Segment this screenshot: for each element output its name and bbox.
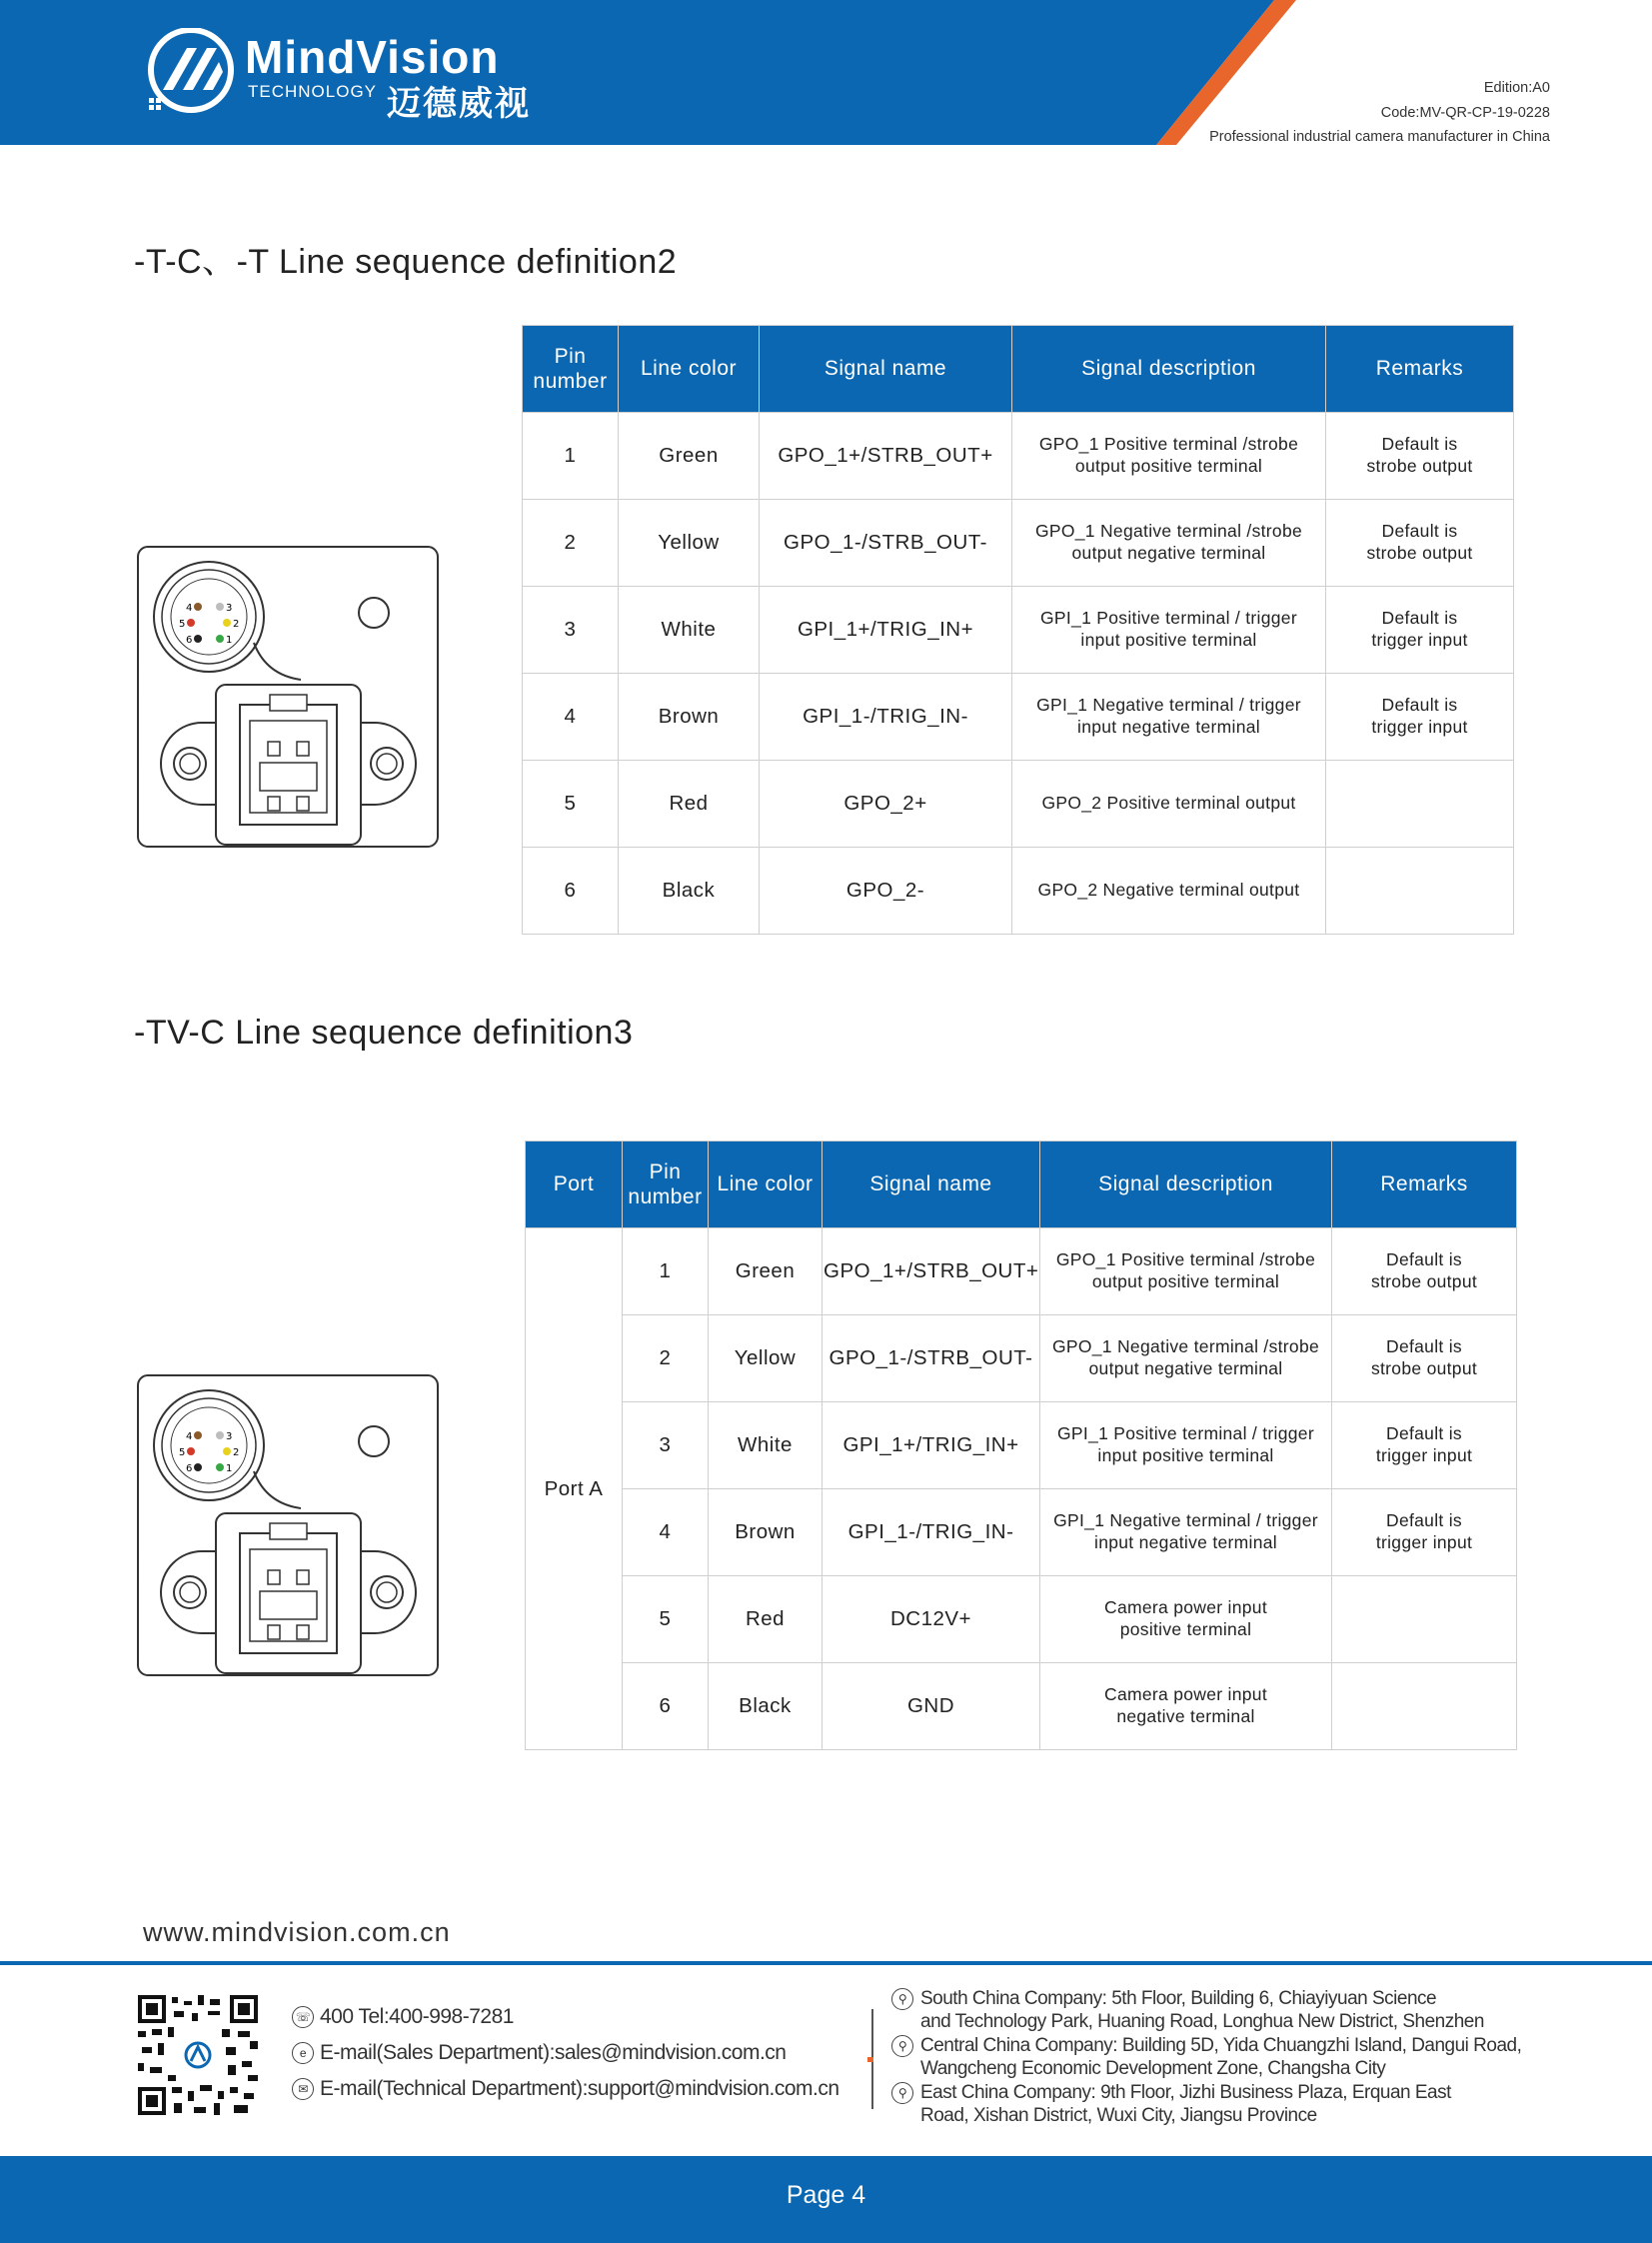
location-icon: ⚲ <box>891 2082 913 2104</box>
pin-table-1 <box>522 325 1514 935</box>
pin-cell: 3 <box>623 1402 709 1489</box>
footer-divider <box>0 1961 1652 1965</box>
col-line-color: Line color <box>709 1141 823 1228</box>
pin-cell: 4 <box>623 1489 709 1576</box>
pin-cell: 2 <box>523 500 619 587</box>
remarks-cell <box>1332 1576 1517 1663</box>
signal-cell: GPI_1+/TRIG_IN+ <box>760 587 1012 674</box>
location-icon: ⚲ <box>891 2035 913 2057</box>
pin-6-dot <box>194 1463 202 1471</box>
logo-mark-icon <box>145 28 237 120</box>
color-cell: Red <box>619 761 760 848</box>
color-cell: Red <box>709 1576 823 1663</box>
pin-5-label: 5 <box>179 619 186 630</box>
color-cell: White <box>619 587 760 674</box>
pin-4-dot <box>194 1431 202 1439</box>
signal-cell: GPO_1+/STRB_OUT+ <box>823 1228 1040 1315</box>
page-header <box>0 0 1652 145</box>
pin-6-label: 6 <box>186 1463 193 1474</box>
email-icon: e <box>292 2042 314 2064</box>
pin-5-dot <box>187 619 195 627</box>
port-cell: Port A <box>526 1228 623 1750</box>
color-cell: Brown <box>709 1489 823 1576</box>
remarks-cell: Default is strobe output <box>1326 413 1514 500</box>
remarks-cell: Default is trigger input <box>1332 1402 1517 1489</box>
brand-subtitle: TECHNOLOGY <box>248 82 378 101</box>
col-signal-description: Signal description <box>1040 1141 1332 1228</box>
description-cell: Camera power input negative terminal <box>1040 1663 1332 1750</box>
color-cell: Black <box>709 1663 823 1750</box>
table-row <box>523 674 1514 761</box>
remarks-cell: Default is strobe output <box>1326 500 1514 587</box>
contact-tech-email[interactable]: ✉ E-mail(Technical Department):support@mindvision.com.cn <box>292 2077 839 2101</box>
edition-label: Edition:A0 <box>1483 80 1550 96</box>
signal-cell: GPO_2+ <box>760 761 1012 848</box>
contact-phone: ☏ 400 Tel:400-998-7281 <box>292 2005 514 2029</box>
description-cell: Camera power input positive terminal <box>1040 1576 1332 1663</box>
remarks-cell <box>1326 761 1514 848</box>
pin-3-dot <box>216 1431 224 1439</box>
description-cell: GPO_2 Negative terminal output <box>1012 848 1326 935</box>
pin-cell: 1 <box>523 413 619 500</box>
col-remarks: Remarks <box>1332 1141 1517 1228</box>
color-cell: Green <box>709 1228 823 1315</box>
color-cell: Yellow <box>709 1315 823 1402</box>
brand-name: MindVision <box>245 31 500 83</box>
description-cell: GPO_1 Negative terminal /strobe output negative terminal <box>1012 500 1326 587</box>
pin-1-label: 1 <box>226 635 233 646</box>
pin-cell: 2 <box>623 1315 709 1402</box>
remarks-cell: Default is trigger input <box>1326 674 1514 761</box>
remarks-cell: Default is strobe output <box>1332 1315 1517 1402</box>
color-cell: Brown <box>619 674 760 761</box>
pin-cell: 5 <box>523 761 619 848</box>
description-cell: GPI_1 Negative terminal / trigger input negative terminal <box>1012 674 1326 761</box>
location-icon: ⚲ <box>891 1988 913 2010</box>
table-row <box>526 1489 1517 1576</box>
signal-cell: DC12V+ <box>823 1576 1040 1663</box>
table-row <box>523 848 1514 935</box>
section2-title: -TV-C Line sequence definition3 <box>134 1014 634 1052</box>
pin-cell: 6 <box>623 1663 709 1750</box>
color-cell: Black <box>619 848 760 935</box>
signal-cell: GPO_1-/STRB_OUT- <box>760 500 1012 587</box>
col-signal-name: Signal name <box>760 326 1012 413</box>
table-row <box>523 761 1514 848</box>
description-cell: GPO_1 Negative terminal /strobe output negative terminal <box>1040 1315 1332 1402</box>
table-row <box>526 1663 1517 1750</box>
signal-cell: GPI_1+/TRIG_IN+ <box>823 1402 1040 1489</box>
pin-4-label: 4 <box>186 603 193 614</box>
pin-2-dot <box>223 619 231 627</box>
pin-3-label: 3 <box>226 1431 233 1442</box>
description-cell: GPO_1 Positive terminal /strobe output positive terminal <box>1040 1228 1332 1315</box>
col-signal-name: Signal name <box>823 1141 1040 1228</box>
section1-title: -T-C、-T Line sequence definition2 <box>134 243 678 281</box>
table-header-row <box>523 326 1514 413</box>
table-row <box>526 1576 1517 1663</box>
camera-connector-diagram <box>136 545 441 850</box>
table-row <box>523 413 1514 500</box>
contact-sales-email[interactable]: e E-mail(Sales Department):sales@mindvision.com.cn <box>292 2041 786 2065</box>
pin-1-label: 1 <box>226 1463 233 1474</box>
website-link[interactable]: www.mindvision.com.cn <box>143 1917 451 1947</box>
address-central-china: ⚲ Central China Company: Building 5D, Yida Chuangzhi Island, Dangui Road, Wangcheng Economic Development Zone, Changsha City <box>891 2034 1531 2080</box>
pin-2-dot <box>223 1447 231 1455</box>
pin-cell: 3 <box>523 587 619 674</box>
signal-cell: GPO_2- <box>760 848 1012 935</box>
table-row <box>526 1402 1517 1489</box>
qr-code <box>138 1995 258 2115</box>
col-remarks: Remarks <box>1326 326 1514 413</box>
mindvision-logo <box>145 28 575 123</box>
pin-5-label: 5 <box>179 1447 186 1458</box>
col-pin-number: Pin number <box>623 1141 709 1228</box>
phone-icon: ☏ <box>292 2006 314 2028</box>
pin-6-label: 6 <box>186 635 193 646</box>
table-row <box>523 587 1514 674</box>
description-cell: GPI_1 Negative terminal / trigger input negative terminal <box>1040 1489 1332 1576</box>
description-cell: GPO_1 Positive terminal /strobe output positive terminal <box>1012 413 1326 500</box>
col-port: Port <box>526 1141 623 1228</box>
pin-2-label: 2 <box>233 1447 240 1458</box>
address-east-china: ⚲ East China Company: 9th Floor, Jizhi Business Plaza, Erquan East Road, Xishan District, Wuxi City, Jiangsu Province <box>891 2081 1531 2127</box>
signal-cell: GND <box>823 1663 1040 1750</box>
pin-4-label: 4 <box>186 1431 193 1442</box>
pin-cell: 6 <box>523 848 619 935</box>
remarks-cell: Default is strobe output <box>1332 1228 1517 1315</box>
remarks-cell <box>1326 848 1514 935</box>
pin-cell: 4 <box>523 674 619 761</box>
page-number: Page 4 <box>786 2181 866 2209</box>
col-line-color: Line color <box>619 326 760 413</box>
table-row <box>523 500 1514 587</box>
signal-cell: GPI_1-/TRIG_IN- <box>760 674 1012 761</box>
remarks-cell: Default is trigger input <box>1332 1489 1517 1576</box>
pin-3-label: 3 <box>226 603 233 614</box>
tagline: Professional industrial camera manufacturer in China <box>1209 129 1550 145</box>
table-row <box>526 1315 1517 1402</box>
description-cell: GPI_1 Positive terminal / trigger input positive terminal <box>1012 587 1326 674</box>
pin-table-2 <box>525 1140 1517 1750</box>
signal-cell: GPO_1-/STRB_OUT- <box>823 1315 1040 1402</box>
color-cell: Yellow <box>619 500 760 587</box>
table-row <box>526 1228 1517 1315</box>
pin-cell: 5 <box>623 1576 709 1663</box>
email-icon: ✉ <box>292 2078 314 2100</box>
color-cell: White <box>709 1402 823 1489</box>
pin-5-dot <box>187 1447 195 1455</box>
color-cell: Green <box>619 413 760 500</box>
pin-1-dot <box>216 1463 224 1471</box>
camera-connector-diagram-2 <box>136 1373 441 1678</box>
col-signal-description: Signal description <box>1012 326 1326 413</box>
remarks-cell: Default is trigger input <box>1326 587 1514 674</box>
remarks-cell <box>1332 1663 1517 1750</box>
address-south-china: ⚲ South China Company: 5th Floor, Building 6, Chiayiyuan Science and Technology Park, Huaning Road, Longhua New District, Shenzhen <box>891 1987 1531 2033</box>
separator-accent <box>867 2057 873 2062</box>
pin-4-dot <box>194 603 202 611</box>
document-code: Code:MV-QR-CP-19-0228 <box>1380 105 1550 121</box>
signal-cell: GPO_1+/STRB_OUT+ <box>760 413 1012 500</box>
pin-1-dot <box>216 635 224 643</box>
brand-chinese-name: 迈德威视 <box>387 85 531 123</box>
pin-cell: 1 <box>623 1228 709 1315</box>
pin-6-dot <box>194 635 202 643</box>
pin-2-label: 2 <box>233 619 240 630</box>
pin-3-dot <box>216 603 224 611</box>
table-header-row <box>526 1141 1517 1228</box>
col-pin-number: Pin number <box>523 326 619 413</box>
signal-cell: GPI_1-/TRIG_IN- <box>823 1489 1040 1576</box>
description-cell: GPO_2 Positive terminal output <box>1012 761 1326 848</box>
description-cell: GPI_1 Positive terminal / trigger input positive terminal <box>1040 1402 1332 1489</box>
